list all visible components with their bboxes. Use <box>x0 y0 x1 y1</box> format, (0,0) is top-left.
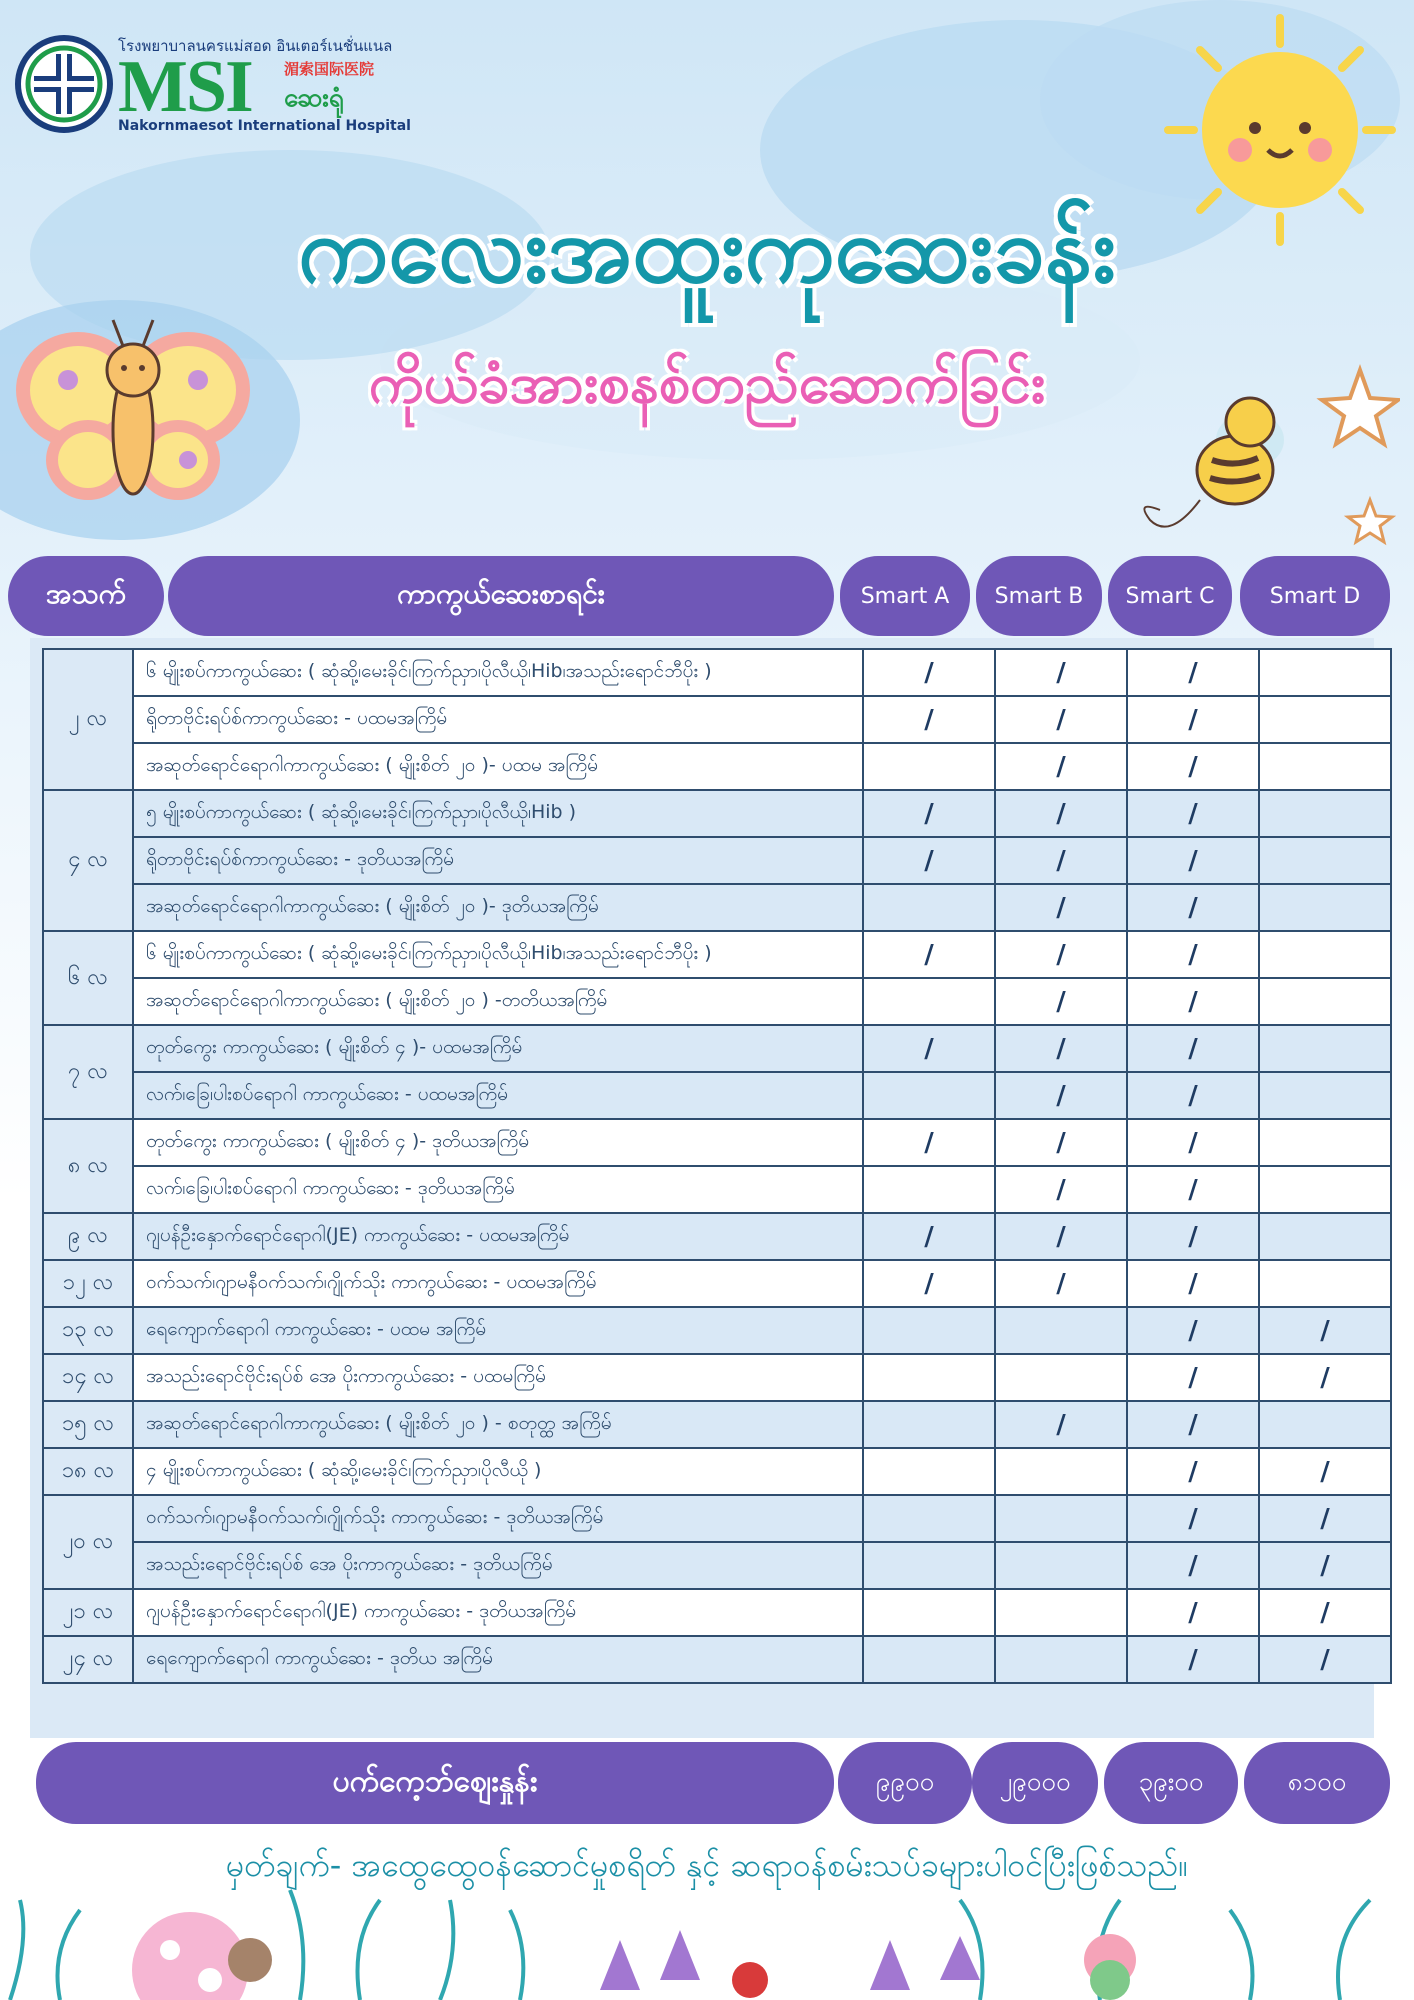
plan-mark-cell: / <box>1127 649 1259 696</box>
age-cell: ၈ လ <box>43 1119 133 1213</box>
plan-mark-cell: / <box>995 1260 1127 1307</box>
plan-mark-cell: / <box>1127 743 1259 790</box>
plan-mark-cell: / <box>1127 1589 1259 1636</box>
plan-mark-cell <box>863 1166 995 1213</box>
logo-brand: MSI <box>118 46 252 128</box>
age-cell: ၂၁ လ <box>43 1589 133 1636</box>
age-cell: ၉ လ <box>43 1213 133 1260</box>
table-row <box>43 1213 1391 1260</box>
vaccine-cell: ဝက်သက်၊ဂျာမနီဝက်သက်၊ဂျိုက်သိုး ကာကွယ်ဆေး - ဒုတိယအကြိမ် <box>133 1495 863 1542</box>
table-row <box>43 1025 1391 1072</box>
price-smart-b: ၂၉၀၀၀ <box>972 1742 1098 1824</box>
logo-thai-name: โรงพยาบาลนครแม่สอด อินเตอร์เนชั่นแนล <box>118 37 393 55</box>
bee-icon <box>1130 350 1400 560</box>
vaccine-cell: ၅ မျိုးစပ်ကာကွယ်ဆေး ( ဆုံဆို့၊မေးခိုင်၊ကြက်ညှာ၊ပိုလီယို၊Hib ) <box>133 790 863 837</box>
price-smart-c: ၃၉း၀၀ <box>1104 1742 1238 1824</box>
plan-mark-cell <box>1259 1025 1391 1072</box>
plan-mark-cell: / <box>1127 1072 1259 1119</box>
plan-mark-cell: / <box>995 1025 1127 1072</box>
plan-mark-cell: / <box>995 1401 1127 1448</box>
age-cell: ၄ လ <box>43 790 133 931</box>
plan-mark-cell: / <box>995 696 1127 743</box>
table-row <box>43 1307 1391 1354</box>
plan-mark-cell: / <box>1259 1589 1391 1636</box>
plan-mark-cell: / <box>863 696 995 743</box>
table-row <box>43 837 1391 884</box>
plan-mark-cell: / <box>863 837 995 884</box>
plan-mark-cell <box>863 743 995 790</box>
plan-mark-cell <box>1259 743 1391 790</box>
plan-mark-cell: / <box>1259 1448 1391 1495</box>
header-smart-b: Smart B <box>976 556 1102 636</box>
plan-mark-cell: / <box>1259 1636 1391 1683</box>
plan-mark-cell <box>995 1354 1127 1401</box>
age-cell: ၁၅ လ <box>43 1401 133 1448</box>
plan-mark-cell: / <box>995 978 1127 1025</box>
plan-mark-cell: / <box>1127 790 1259 837</box>
table-row <box>43 1636 1391 1683</box>
plan-mark-cell: / <box>1127 1166 1259 1213</box>
plan-mark-cell: / <box>863 1213 995 1260</box>
vaccine-cell: အသည်းရောင်ဗိုင်းရပ်စ် အေ ပိုးကာကွယ်ဆေး - ဒုတိယကြိမ် <box>133 1542 863 1589</box>
plan-mark-cell: / <box>995 1213 1127 1260</box>
vaccine-cell: ၆ မျိုးစပ်ကာကွယ်ဆေး ( ဆုံဆို့၊မေးခိုင်၊ကြက်ညှာ၊ပိုလီယို၊Hib၊အသည်းရောင်ဘီပိုး ) <box>133 649 863 696</box>
plan-mark-cell <box>863 1636 995 1683</box>
plan-mark-cell <box>863 1542 995 1589</box>
plan-mark-cell <box>863 978 995 1025</box>
vaccine-cell: အသည်းရောင်ဗိုင်းရပ်စ် အေ ပိုးကာကွယ်ဆေး - ပထမကြိမ် <box>133 1354 863 1401</box>
plan-mark-cell: / <box>995 790 1127 837</box>
plan-mark-cell: / <box>995 837 1127 884</box>
butterfly-icon <box>8 310 258 520</box>
table-row <box>43 1354 1391 1401</box>
plan-mark-cell: / <box>863 649 995 696</box>
plan-mark-cell: / <box>1127 1307 1259 1354</box>
plan-mark-cell: / <box>1259 1354 1391 1401</box>
plan-mark-cell <box>995 1448 1127 1495</box>
vaccine-cell: လက်၊ခြေ၊ပါးစပ်ရောဂါ ကာကွယ်ဆေး - ပထမအကြိမ် <box>133 1072 863 1119</box>
age-cell: ၁၂ လ <box>43 1260 133 1307</box>
plan-mark-cell <box>1259 1260 1391 1307</box>
plan-mark-cell: / <box>995 649 1127 696</box>
table-row <box>43 1119 1391 1166</box>
plan-mark-cell: / <box>995 884 1127 931</box>
plan-mark-cell <box>1259 649 1391 696</box>
plan-mark-cell: / <box>1127 931 1259 978</box>
plan-mark-cell <box>1259 1401 1391 1448</box>
vaccine-cell: ရေကျောက်ရောဂါ ကာကွယ်ဆေး - ဒုတိယ အကြိမ် <box>133 1636 863 1683</box>
vaccine-cell: ရိုတာဗိုင်းရပ်စ်ကာကွယ်ဆေး - ဒုတိယအကြိမ် <box>133 837 863 884</box>
plan-mark-cell <box>863 1307 995 1354</box>
table-row <box>43 649 1391 696</box>
plan-mark-cell: / <box>1127 1025 1259 1072</box>
header-vaccine-list: ကာကွယ်ဆေးစာရင်း <box>168 556 834 636</box>
age-cell: ၆ လ <box>43 931 133 1025</box>
plan-mark-cell: / <box>1127 837 1259 884</box>
table-row <box>43 790 1391 837</box>
plan-mark-cell <box>995 1589 1127 1636</box>
plan-mark-cell <box>995 1307 1127 1354</box>
table-row <box>43 1072 1391 1119</box>
vaccine-cell: အဆုတ်ရောင်ရောဂါကာကွယ်ဆေး ( မျိုးစိတ် ၂၀ ) -တတိယအကြိမ် <box>133 978 863 1025</box>
table-row <box>43 743 1391 790</box>
vaccine-cell: ၄ မျိုးစပ်ကာကွယ်ဆေး ( ဆုံဆို့၊မေးခိုင်၊ကြက်ညှာ၊ပိုလီယို ) <box>133 1448 863 1495</box>
vaccine-cell: တုတ်ကွေး ကာကွယ်ဆေး ( မျိုးစိတ် ၄ )- ဒုတိယအကြိမ် <box>133 1119 863 1166</box>
plan-mark-cell <box>1259 1213 1391 1260</box>
plan-mark-cell: / <box>1127 1260 1259 1307</box>
table-row <box>43 696 1391 743</box>
age-cell: ၁၈ လ <box>43 1448 133 1495</box>
table-row <box>43 1589 1391 1636</box>
plan-mark-cell: / <box>1127 884 1259 931</box>
plan-mark-cell: / <box>1127 978 1259 1025</box>
age-cell: ၂၀ လ <box>43 1495 133 1589</box>
header-smart-c: Smart C <box>1108 556 1232 636</box>
age-cell: ၇ လ <box>43 1025 133 1119</box>
table-row <box>43 978 1391 1025</box>
age-cell: ၂ လ <box>43 649 133 790</box>
plan-mark-cell: / <box>1127 1448 1259 1495</box>
vaccine-cell: ဂျပန်ဦးနှောက်ရောင်ရောဂါ(JE) ကာကွယ်ဆေး - ပထမအကြိမ် <box>133 1213 863 1260</box>
plan-mark-cell <box>1259 931 1391 978</box>
plan-mark-cell <box>995 1495 1127 1542</box>
table-row <box>43 1495 1391 1542</box>
table-row <box>43 1260 1391 1307</box>
age-cell: ၁၃ လ <box>43 1307 133 1354</box>
price-smart-a: ၉၉၀၀ <box>838 1742 972 1824</box>
plan-mark-cell <box>863 1401 995 1448</box>
plan-mark-cell: / <box>1127 1213 1259 1260</box>
plan-mark-cell: / <box>863 1260 995 1307</box>
plan-mark-cell <box>1259 884 1391 931</box>
logo-myanmar-name: ဆေးရုံ <box>284 83 344 113</box>
vaccine-cell: ဂျပန်ဦးနှောက်ရောင်ရောဂါ(JE) ကာကွယ်ဆေး - ဒုတိယအကြိမ် <box>133 1589 863 1636</box>
plan-mark-cell: / <box>995 1072 1127 1119</box>
plan-mark-cell: / <box>995 931 1127 978</box>
plan-mark-cell <box>1259 1166 1391 1213</box>
plan-mark-cell: / <box>1127 1354 1259 1401</box>
table-row <box>43 1542 1391 1589</box>
cross-emblem-icon <box>14 34 114 134</box>
plan-mark-cell: / <box>863 1119 995 1166</box>
footnote: မှတ်ချက်- အထွေထွေဝန်ဆောင်မှုစရိတ် နှင့် ဆရာဝန်စမ်းသပ်ခများပါဝင်ပြီးဖြစ်သည်။ <box>225 1846 1189 1884</box>
table-row <box>43 884 1391 931</box>
plan-mark-cell <box>995 1636 1127 1683</box>
plan-mark-cell: / <box>1127 1401 1259 1448</box>
age-cell: ၁၄ လ <box>43 1354 133 1401</box>
vaccine-cell: ရေကျောက်ရောဂါ ကာကွယ်ဆေး - ပထမ အကြိမ် <box>133 1307 863 1354</box>
plan-mark-cell <box>1259 1119 1391 1166</box>
vaccine-schedule-table <box>42 648 1392 1684</box>
page-title: ကလေးအထူးကုဆေးခန်း <box>298 196 1116 303</box>
plan-mark-cell: / <box>863 1025 995 1072</box>
plan-mark-cell: / <box>995 1166 1127 1213</box>
price-smart-d: ၈၁၀၀ <box>1244 1742 1390 1824</box>
plan-mark-cell <box>1259 696 1391 743</box>
vaccine-cell: တုတ်ကွေး ကာကွယ်ဆေး ( မျိုးစိတ် ၄ )- ပထမအကြိမ် <box>133 1025 863 1072</box>
age-cell: ၂၄ လ <box>43 1636 133 1683</box>
vaccine-cell: ရိုတာဗိုင်းရပ်စ်ကာကွယ်ဆေး - ပထမအကြိမ် <box>133 696 863 743</box>
plan-mark-cell <box>1259 790 1391 837</box>
header-smart-a: Smart A <box>840 556 970 636</box>
plan-mark-cell <box>1259 978 1391 1025</box>
plan-mark-cell: / <box>1127 1542 1259 1589</box>
header-smart-d: Smart D <box>1240 556 1390 636</box>
vaccine-cell: ဝက်သက်၊ဂျာမနီဝက်သက်၊ဂျိုက်သိုး ကာကွယ်ဆေး - ပထမအကြိမ် <box>133 1260 863 1307</box>
page-subtitle: ကိုယ်ခံအားစနစ်တည်ဆောက်ခြင်း <box>368 351 1046 416</box>
plan-mark-cell <box>863 1448 995 1495</box>
plan-mark-cell: / <box>1259 1495 1391 1542</box>
plan-mark-cell: / <box>1127 1495 1259 1542</box>
plan-mark-cell: / <box>995 1119 1127 1166</box>
plan-mark-cell: / <box>1259 1307 1391 1354</box>
table-row <box>43 1448 1391 1495</box>
plan-mark-cell <box>995 1542 1127 1589</box>
vaccine-cell: အဆုတ်ရောင်ရောဂါကာကွယ်ဆေး ( မျိုးစိတ် ၂၀ ) - စတုတ္ထ အကြိမ် <box>133 1401 863 1448</box>
plan-mark-cell: / <box>863 790 995 837</box>
table-row <box>43 1401 1391 1448</box>
table-row <box>43 931 1391 978</box>
plan-mark-cell <box>863 1072 995 1119</box>
logo-english-name: Nakornmaesot International Hospital <box>118 118 411 134</box>
plan-mark-cell: / <box>1259 1542 1391 1589</box>
plan-mark-cell <box>863 1354 995 1401</box>
plan-mark-cell <box>863 884 995 931</box>
plan-mark-cell: / <box>1127 696 1259 743</box>
plan-mark-cell: / <box>1127 1119 1259 1166</box>
logo-chinese-name: 湄索国际医院 <box>284 60 375 78</box>
flowers-decoration <box>0 1880 1414 2000</box>
plan-mark-cell: / <box>995 743 1127 790</box>
table-row <box>43 1166 1391 1213</box>
plan-mark-cell: / <box>1127 1636 1259 1683</box>
plan-mark-cell <box>1259 1072 1391 1119</box>
plan-mark-cell: / <box>863 931 995 978</box>
package-price-label: ပက်ကေ့ဘ်ဈေးနှုန်း <box>36 1742 834 1824</box>
plan-mark-cell <box>863 1589 995 1636</box>
header-age: အသက် <box>8 556 164 636</box>
vaccine-cell: အဆုတ်ရောင်ရောဂါကာကွယ်ဆေး ( မျိုးစိတ် ၂၀ )- ပထမ အကြိမ် <box>133 743 863 790</box>
vaccine-cell: လက်၊ခြေ၊ပါးစပ်ရောဂါ ကာကွယ်ဆေး - ဒုတိယအကြိမ် <box>133 1166 863 1213</box>
plan-mark-cell <box>863 1495 995 1542</box>
plan-mark-cell <box>1259 837 1391 884</box>
hospital-logo <box>14 34 411 134</box>
vaccine-cell: ၆ မျိုးစပ်ကာကွယ်ဆေး ( ဆုံဆို့၊မေးခိုင်၊ကြက်ညှာ၊ပိုလီယို၊Hib၊အသည်းရောင်ဘီပိုး ) <box>133 931 863 978</box>
vaccine-cell: အဆုတ်ရောင်ရောဂါကာကွယ်ဆေး ( မျိုးစိတ် ၂၀ )- ဒုတိယအကြိမ် <box>133 884 863 931</box>
